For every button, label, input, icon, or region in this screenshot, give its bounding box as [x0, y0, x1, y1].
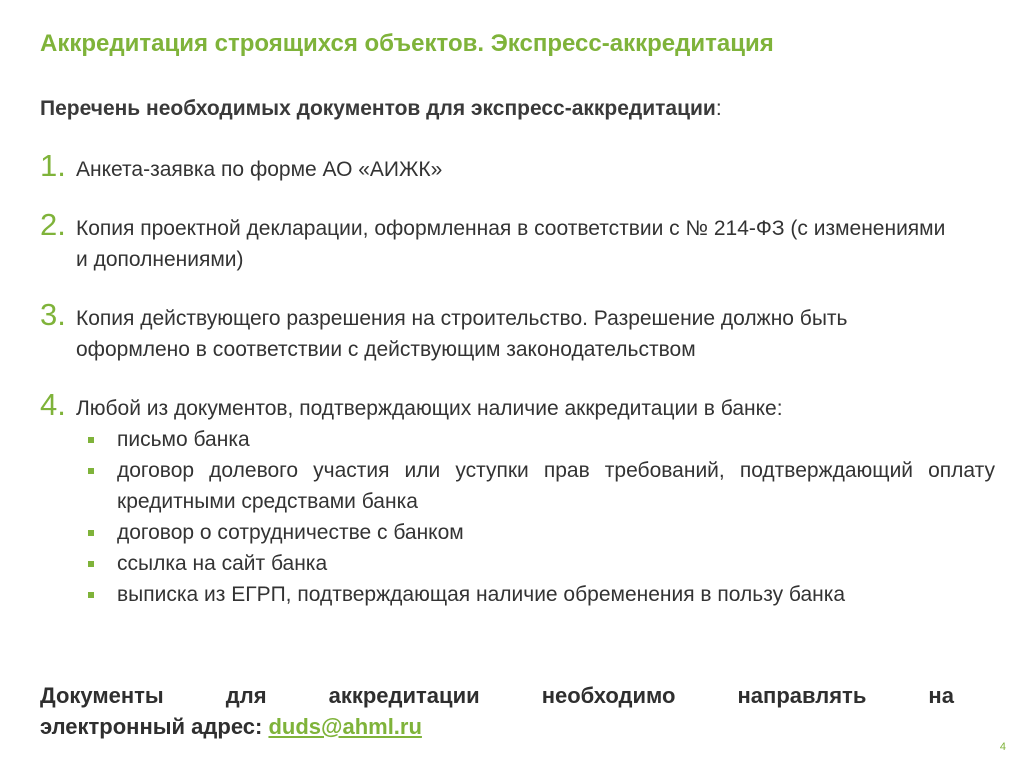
subtitle-text: Перечень необходимых документов для экспресс-аккредитации [40, 97, 716, 120]
slide-title: Аккредитация строящихся объектов. Экспресс-аккредитация [40, 30, 774, 57]
item-text: Любой из документов, подтверждающих наличие аккредитации в банке: [76, 397, 783, 420]
sub-bullet-item [117, 579, 995, 610]
item-number: 4. [40, 387, 66, 422]
footer-word: для [225, 683, 267, 708]
document-list [40, 148, 995, 610]
list-item [40, 299, 954, 365]
footer-line-1 [40, 680, 954, 711]
sub-bullet-text: договор долевого участия или уступки прав требований, подтверждающий оплату кредитными средствами банка [117, 459, 995, 513]
sub-bullet-item [117, 455, 995, 517]
slide-subtitle [40, 97, 722, 121]
item-number: 2. [40, 207, 66, 242]
list-item [40, 150, 954, 185]
sub-bullet-item [117, 424, 995, 455]
list-item [40, 209, 954, 275]
footer-word: Документы [40, 683, 164, 708]
footer-word: на [928, 683, 954, 708]
page-number: 4 [999, 741, 1006, 753]
square-bullet-icon [88, 530, 94, 536]
square-bullet-icon [88, 468, 94, 474]
square-bullet-icon [88, 561, 94, 567]
footer-word: необходимо [541, 683, 676, 708]
sub-bullet-text: письмо банка [117, 428, 250, 451]
sub-bullet-text: договор о сотрудничестве с банком [117, 521, 464, 544]
square-bullet-icon [88, 592, 94, 598]
footer-word: направлять [737, 683, 867, 708]
email-link[interactable]: duds@ahml.ru [268, 714, 422, 739]
square-bullet-icon [88, 437, 94, 443]
sub-bullet-list [40, 424, 995, 610]
subtitle-colon: : [715, 97, 722, 120]
sub-bullet-item [117, 517, 995, 548]
footer-word: аккредитации [328, 683, 480, 708]
item-text: Анкета-заявка по форме АО «АИЖК» [76, 158, 443, 181]
footer-note [40, 680, 954, 742]
footer-line-2 [40, 711, 954, 742]
sub-bullet-text: выписка из ЕГРП, подтверждающая наличие обременения в пользу банка [117, 583, 846, 606]
sub-bullet-text: ссылка на сайт банка [117, 552, 328, 575]
footer-address-label: электронный адрес: [40, 714, 269, 739]
item-number: 3. [40, 297, 66, 332]
list-item [40, 387, 995, 610]
item-text: Копия проектной декларации, оформленная в соответствии с № 214-ФЗ (с изменениями и дополнениями) [76, 217, 946, 271]
item-text: Копия действующего разрешения на строительство. Разрешение должно быть оформлено в соответствии с действующим законодательством [76, 307, 848, 361]
item-number: 1. [40, 148, 66, 183]
sub-bullet-item [117, 548, 995, 579]
